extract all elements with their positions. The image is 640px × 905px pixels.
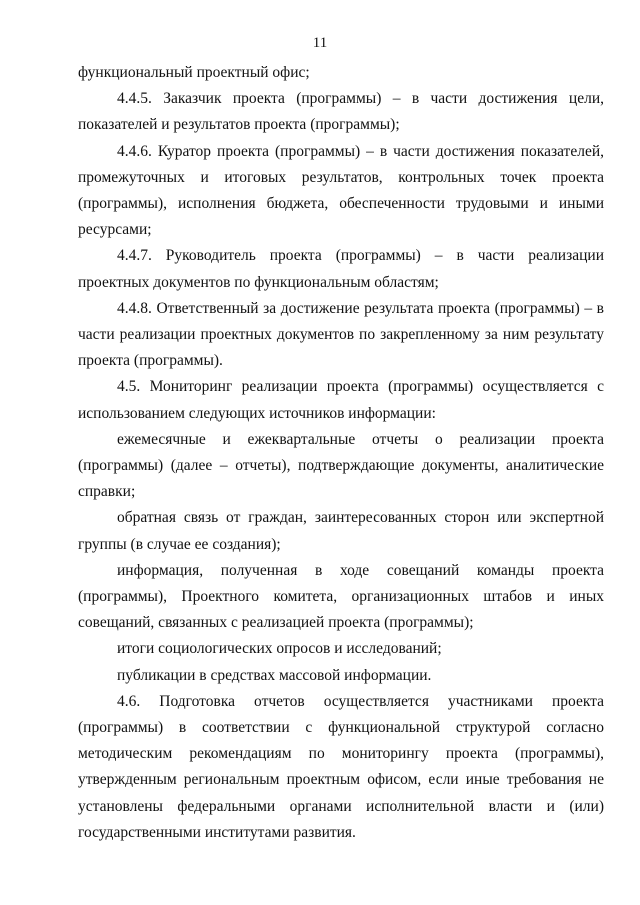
paragraph: информация, полученная в ходе совещаний команды проекта (программы), Проектного комитета, организационных штабов и иных совещаний, связанных с реализацией проекта (программы); (78, 561, 604, 632)
paragraph: 4.4.6. Куратор проекта (программы) – в части достижения показателей, промежуточных и итоговых результатов, контрольных точек проекта (программы), исполнения бюджета, обеспеченности трудовыми и иными ресурсами; (78, 142, 604, 239)
paragraph: 4.6. Подготовка отчетов осуществляется участниками проекта (программы) в соответствии с функциональной структурой согласно методическим рекомендациям по мониторингу проекта (программы), утвержденным региональным проектным офисом, если иные требования не установлены федеральными органами исполнительной власти и (или) государственными институтами развития. (78, 692, 604, 841)
paragraph: 4.4.7. Руководитель проекта (программы) – в части реализации проектных документов по функциональным областям; (78, 247, 604, 291)
paragraph: функциональный проектный офис; (78, 64, 310, 81)
paragraph: публикации в средствах массовой информации. (117, 666, 432, 684)
paragraph: обратная связь от граждан, заинтересованных сторон или экспертной группы (в случае ее создания); (78, 509, 604, 553)
paragraph: 4.5. Мониторинг реализации проекта (программы) осуществляется с использованием следующих источников информации: (78, 378, 604, 422)
paragraph: ежемесячные и ежеквартальные отчеты о реализации проекта (программы) (далее – отчеты), подтверждающие документы, аналитические справки; (78, 430, 604, 501)
document-body (78, 60, 604, 846)
paragraph: итоги социологических опросов и исследований; (117, 640, 442, 658)
paragraph: 4.4.5. Заказчик проекта (программы) – в части достижения цели, показателей и результатов проекта (программы); (78, 90, 604, 134)
page-number: 11 (312, 35, 328, 51)
paragraph: 4.4.8. Ответственный за достижение результата проекта (программы) – в части реализации проектных документов по закрепленному за ним результату проекта (программы). (78, 299, 604, 370)
